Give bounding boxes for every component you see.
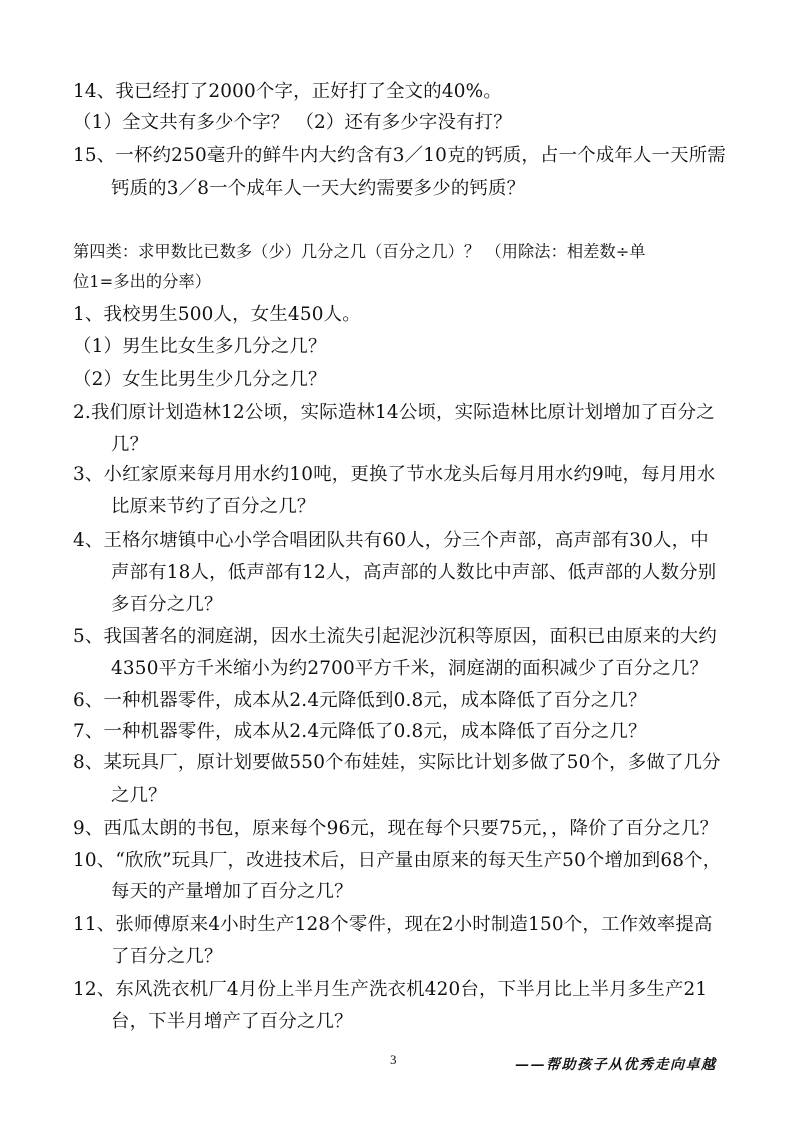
problem-6: 6、一种机器零件，成本从2.4元降低到0.8元，成本降低了百分之几？ <box>73 690 647 711</box>
problem-4-line-3: 多百分之几？ <box>111 594 223 615</box>
problem-15-line-1: 15、一杯约250毫升的鲜牛内大约含有3／10克的钙质，占一个成年人一天所需 <box>73 145 726 166</box>
problem-1: 1、我校男生500人，女生450人。 <box>73 304 361 325</box>
problem-1-sub-1: （1）男生比女生多几分之几？ <box>73 336 327 357</box>
problem-8-line-2: 之几？ <box>111 785 167 806</box>
problem-12-line-2: 台，下半月增产了百分之几？ <box>111 1011 353 1032</box>
section-heading-line-2: 位1=多出的分率） <box>73 272 212 291</box>
problem-11-line-2: 了百分之几？ <box>111 946 223 967</box>
problem-3-line-1: 3、小红家原来每月用水约10吨，更换了节水龙头后每月用水约9吨，每月用水 <box>73 464 716 485</box>
problem-9: 9、西瓜太朗的书包，原来每个96元，现在每个只要75元，，降价了百分之几？ <box>73 818 719 839</box>
problem-8-line-1: 8、某玩具厂，原计划要做550个布娃娃，实际比计划多做了50个，多做了几分 <box>73 752 721 773</box>
problem-4-line-2: 声部有18人，低声部有12人，高声部的人数比中声部、低声部的人数分别 <box>111 562 717 583</box>
problem-3-line-2: 比原来节约了百分之几？ <box>111 496 316 517</box>
problem-10-line-1: 10、“欣欣”玩具厂，改进技术后，日产量由原来的每天生产50个增加到68个， <box>73 850 722 871</box>
problem-4-line-1: 4、王格尔塘镇中心小学合唱团队共有60人，分三个声部，高声部有30人，中 <box>73 530 709 551</box>
page-number: 3 <box>390 1052 397 1067</box>
problem-5-line-1: 5、我国著名的洞庭湖，因水土流失引起泥沙沉积等原因，面积已由原来的大约 <box>73 626 717 647</box>
problem-15-line-2: 钙质的3／8一个成年人一天大约需要多少的钙质？ <box>111 178 526 199</box>
problem-12-line-1: 12、东风洗衣机厂4月份上半月生产洗衣机420台，下半月比上半月多生产21 <box>73 979 708 1000</box>
problem-5-line-2: 4350平方千米缩小为约2700平方千米，洞庭湖的面积减少了百分之几？ <box>111 658 709 679</box>
problem-10-line-2: 每天的产量增加了百分之几？ <box>111 881 353 902</box>
problem-14: 14、我已经打了2000个字，正好打了全文的40%。 <box>73 81 502 102</box>
problem-11-line-1: 11、张师傅原来4小时生产128个零件，现在2小时制造150个，工作效率提高 <box>73 914 713 935</box>
problem-1-sub-2: （2）女生比男生少几分之几？ <box>73 369 327 390</box>
section-heading-line-1: 第四类：求甲数比已数多（少）几分之几（百分之几）？ （用除法：相差数÷单 <box>73 242 646 261</box>
problem-7: 7、一种机器零件，成本从2.4元降低了0.8元，成本降低了百分之几？ <box>73 721 647 742</box>
footer-slogan: ——帮助孩子从优秀走向卓越 <box>515 1057 717 1073</box>
problem-14-subquestions: （1）全文共有多少个字？ （2）还有多少字没有打？ <box>73 112 512 133</box>
problem-2-line-2: 几？ <box>111 434 149 455</box>
problem-2-line-1: 2.我们原计划造林12公顷，实际造林14公顷，实际造林比原计划增加了百分之 <box>73 402 715 423</box>
